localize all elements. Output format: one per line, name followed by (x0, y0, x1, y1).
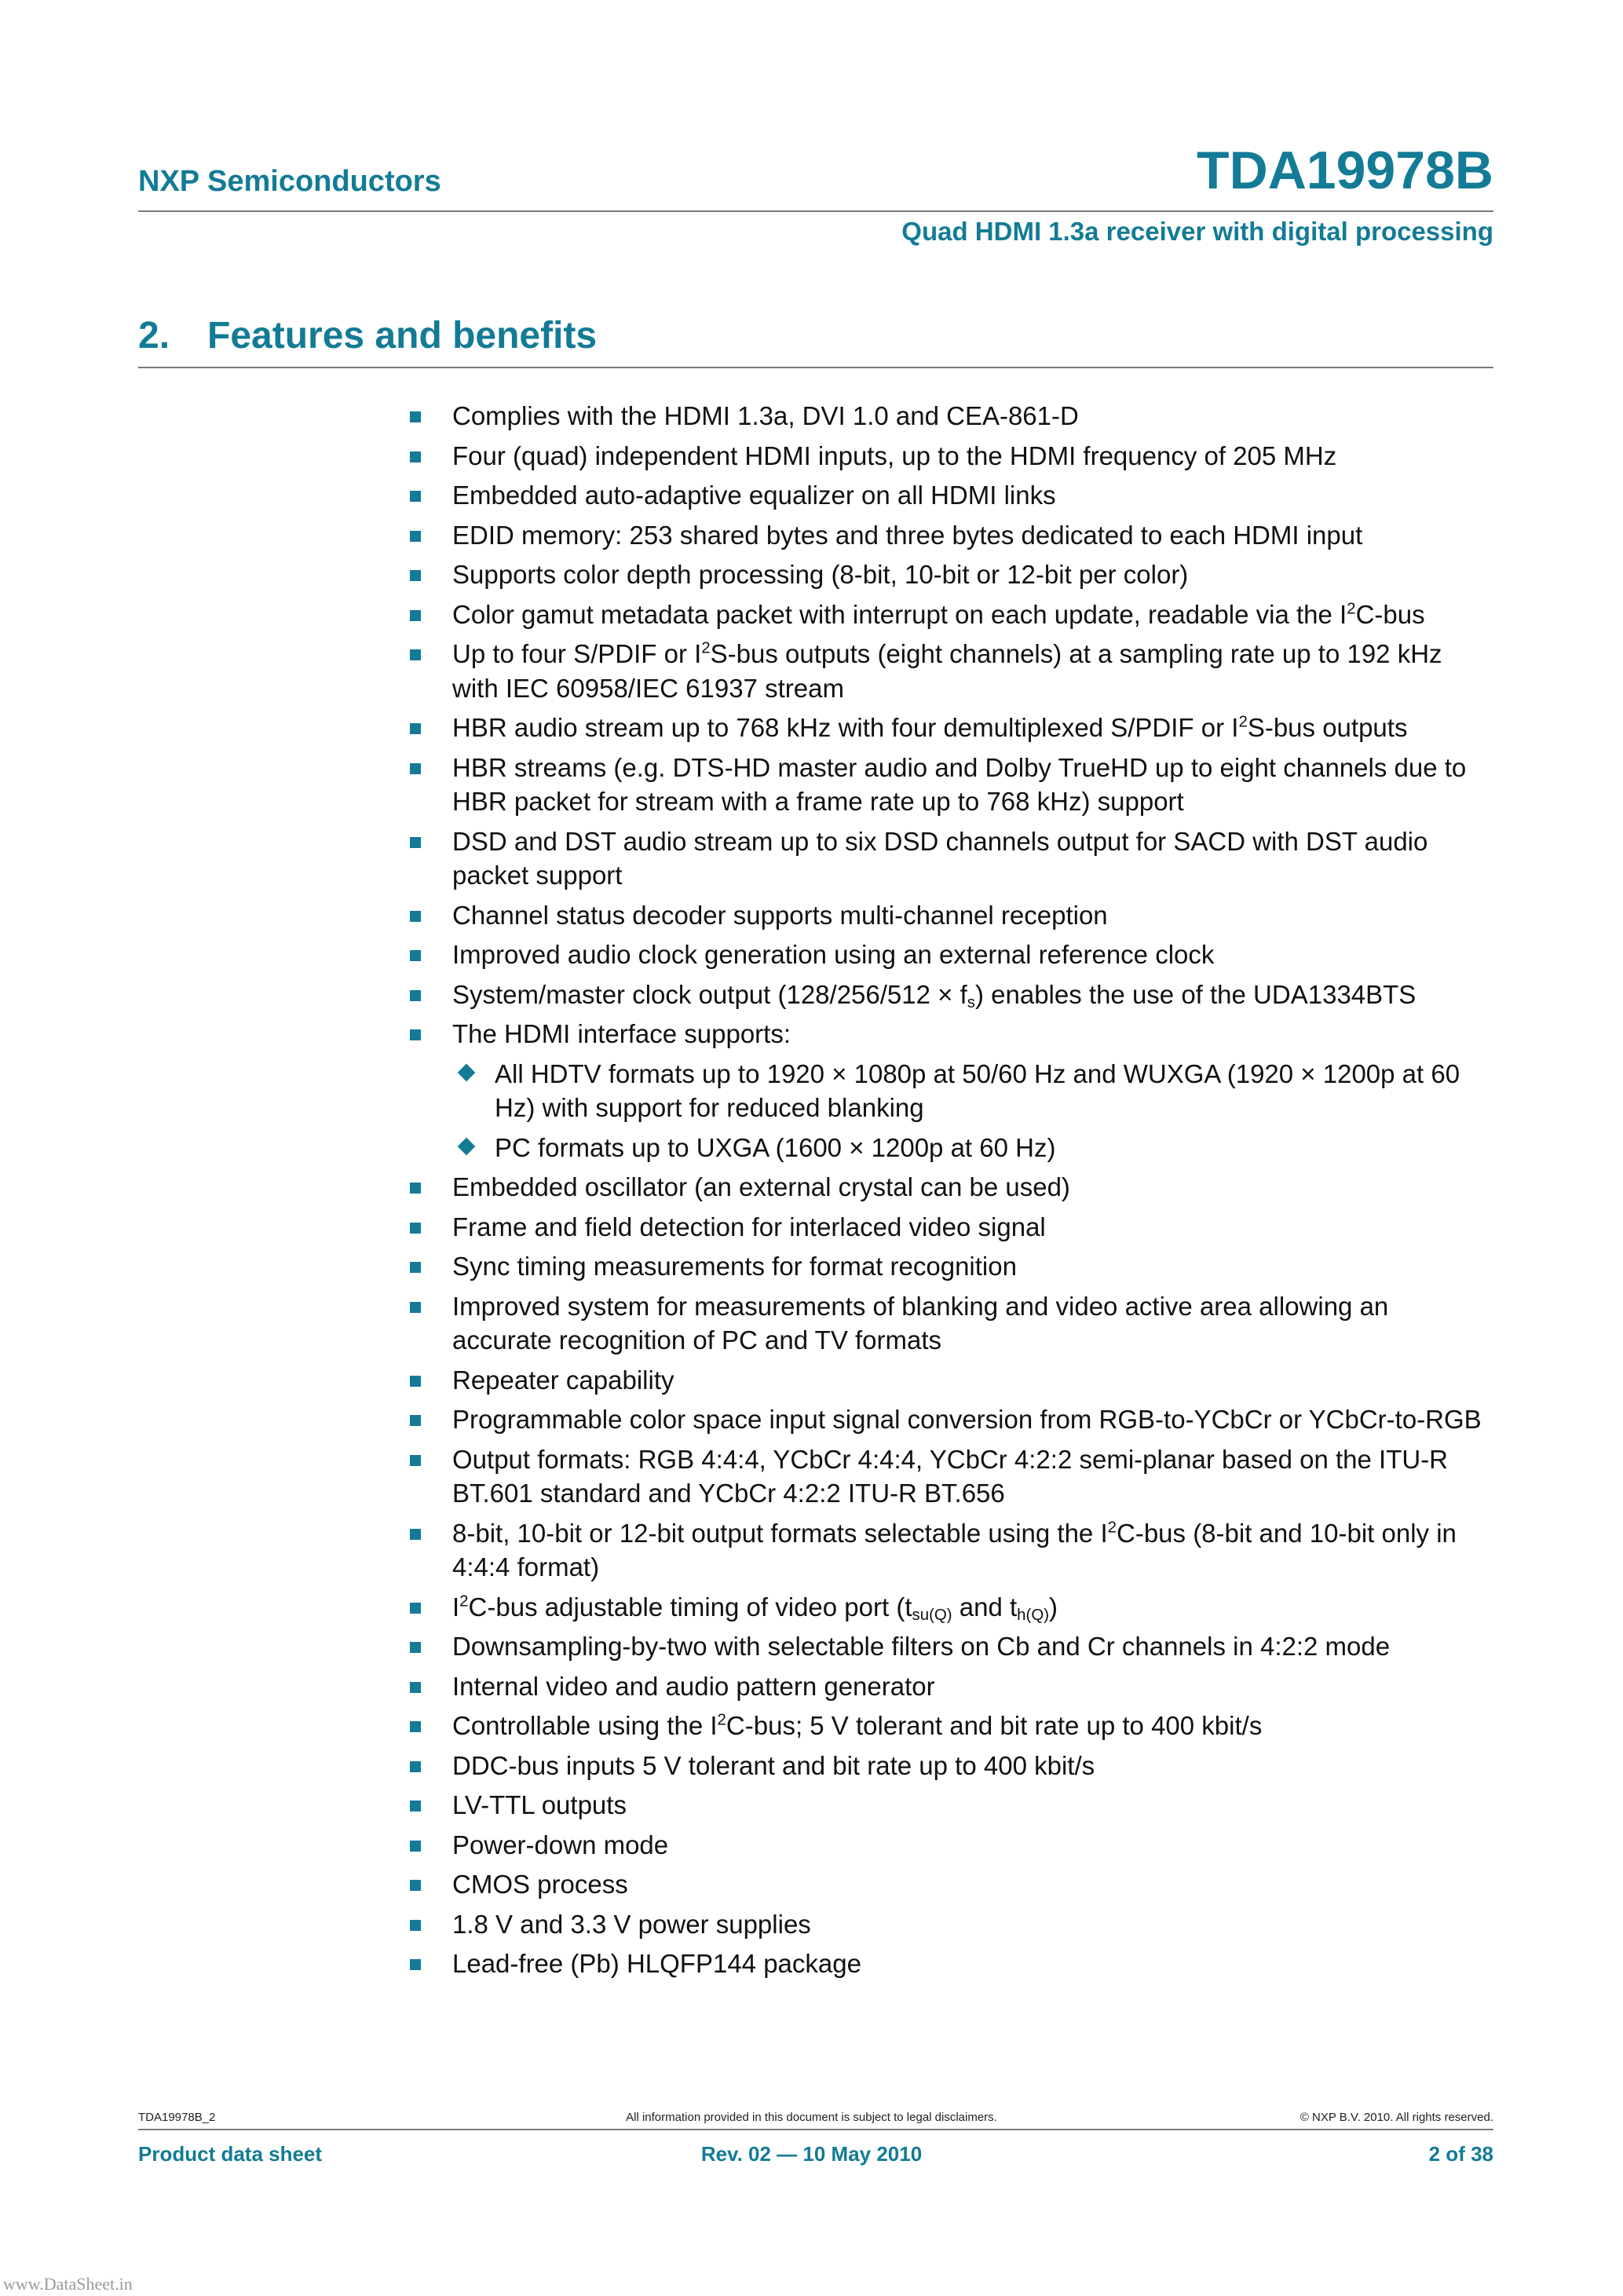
list-item: Embedded oscillator (an external crystal can be used) (410, 1170, 1495, 1205)
section-number: 2. (138, 315, 170, 356)
square-bullet-icon (410, 649, 421, 660)
list-item: EDID memory: 253 shared bytes and three bytes dedicated to each HDMI input (410, 518, 1495, 553)
square-bullet-icon (410, 531, 421, 542)
square-bullet-icon (410, 1841, 421, 1852)
square-bullet-icon (410, 1682, 421, 1693)
list-item: Output formats: RGB 4:4:4, YCbCr 4:4:4, YCbCr 4:2:2 semi-planar based on the ITU-R BT.601 standard and YCbCr 4:2:2 ITU-R BT.656 (410, 1442, 1495, 1511)
company-name: NXP Semiconductors (138, 165, 441, 198)
square-bullet-icon (410, 950, 421, 961)
square-bullet-icon (410, 1376, 421, 1387)
list-item: Repeater capability (410, 1363, 1495, 1398)
list-item: Four (quad) independent HDMI inputs, up to the HDMI frequency of 205 MHz (410, 439, 1495, 473)
list-item: DSD and DST audio stream up to six DSD channels output for SACD with DST audio packet support (410, 824, 1495, 893)
footer-divider (138, 2129, 1493, 2130)
list-item: Power-down mode (410, 1828, 1495, 1863)
footer-disclaimer: All information provided in this document is subject to legal disclaimers. (626, 2111, 997, 2124)
square-bullet-icon (410, 1959, 421, 1970)
product-subtitle: Quad HDMI 1.3a receiver with digital processing (901, 217, 1493, 246)
square-bullet-icon (410, 1262, 421, 1273)
list-item: System/master clock output $(128/256/512 \times f_s)$ enables the use of the UDA1334BTS (410, 978, 1495, 1012)
list-item: HBR streams (e.g. DTS-HD master audio and Dolby TrueHD up to eight channels due to HBR packet for stream with a frame rate up to 768 kHz) support (410, 751, 1495, 819)
list-item: The HDMI interface supports: All HDTV formats up to 1920 × 1080p at 50/60 Hz and WUXGA (1920 × 1200p at 60 Hz) with support for reduced blanking PC formats up to UXGA (1600 × 1200p at 60 Hz) (410, 1017, 1495, 1164)
list-item: Controllable using the $I^2C$-bus; 5 V tolerant and bit rate up to 400 kbit/s (410, 1709, 1495, 1743)
list-item: DDC-bus inputs 5 V tolerant and bit rate up to 400 kbit/s (410, 1749, 1495, 1783)
section-title-text: Features and benefits (207, 315, 598, 356)
footer-copyright: © NXP B.V. 2010. All rights reserved. (1299, 2111, 1493, 2124)
square-bullet-icon (410, 491, 421, 502)
sub-list-item: PC formats up to UXGA (1600 × 1200p at 60 Hz) (452, 1131, 1495, 1165)
list-item: Supports color depth processing (8-bit, 10-bit or 12-bit per color) (410, 558, 1495, 592)
list-item: Channel status decoder supports multi-channel reception (410, 898, 1495, 933)
list-item: Complies with the HDMI 1.3a, DVI 1.0 and CEA-861-D (410, 399, 1495, 433)
square-bullet-icon (410, 990, 421, 1001)
square-bullet-icon (410, 1029, 421, 1040)
feature-list (410, 399, 1495, 1987)
square-bullet-icon (410, 1455, 421, 1466)
list-item: Downsampling-by-two with selectable filters on Cb and Cr channels in 4:2:2 mode (410, 1629, 1495, 1664)
diamond-bullet-icon (458, 1137, 476, 1155)
header-divider (138, 210, 1493, 212)
footer-doc-type: Product data sheet (138, 2142, 323, 2166)
square-bullet-icon (410, 1880, 421, 1891)
square-bullet-icon (410, 1920, 421, 1931)
section-heading (138, 314, 597, 357)
list-item: Up to four S/PDIF or $I^2S$-bus outputs (eight channels) at a sampling rate up to 192 kHz with IEC 60958/IEC 61937 stream (410, 637, 1495, 705)
square-bullet-icon (410, 1223, 421, 1234)
list-item: Frame and field detection for interlaced video signal (410, 1210, 1495, 1245)
square-bullet-icon (410, 911, 421, 922)
square-bullet-icon (410, 1529, 421, 1540)
list-item: Improved system for measurements of blanking and video active area allowing an accurate recognition of PC and TV formats (410, 1289, 1495, 1358)
list-item: Internal video and audio pattern generator (410, 1669, 1495, 1704)
hdmi-sub-list (452, 1057, 1495, 1165)
list-item: HBR audio stream up to 768 kHz with four demultiplexed S/PDIF or $I^2S$-bus outputs (410, 711, 1495, 745)
watermark-link[interactable]: www.DataSheet.in (3, 2274, 133, 2294)
product-title: TDA19978B (1197, 141, 1493, 200)
square-bullet-icon (410, 411, 421, 422)
square-bullet-icon (410, 837, 421, 848)
footer-doc-id: TDA19978B_2 (138, 2111, 216, 2124)
list-item: Improved audio clock generation using an external reference clock (410, 938, 1495, 972)
square-bullet-icon (410, 1415, 421, 1426)
list-item: Color gamut metadata packet with interrupt on each update, readable via the $I^2C$-bus (410, 598, 1495, 632)
section-divider (138, 367, 1493, 368)
list-item: Lead-free (Pb) HLQFP144 package (410, 1947, 1495, 1981)
square-bullet-icon (410, 1603, 421, 1614)
square-bullet-icon (410, 723, 421, 734)
square-bullet-icon (410, 1761, 421, 1772)
square-bullet-icon (410, 570, 421, 581)
square-bullet-icon (410, 1721, 421, 1732)
square-bullet-icon (410, 452, 421, 462)
square-bullet-icon (410, 1183, 421, 1194)
sub-list-item: All HDTV formats up to 1920 × 1080p at 50/60 Hz and WUXGA (1920 × 1200p at 60 Hz) with support for reduced blanking (452, 1057, 1495, 1125)
list-item: $I^2C$-bus adjustable timing of video port ($t_{su(Q)}$ and $t_{h(Q)}$) (410, 1590, 1495, 1625)
square-bullet-icon (410, 1642, 421, 1653)
list-item: Sync timing measurements for format recognition (410, 1249, 1495, 1284)
square-bullet-icon (410, 1801, 421, 1812)
list-item: 1.8 V and 3.3 V power supplies (410, 1907, 1495, 1942)
list-item: Embedded auto-adaptive equalizer on all HDMI links (410, 478, 1495, 513)
square-bullet-icon (410, 1302, 421, 1313)
square-bullet-icon (410, 763, 421, 774)
list-item: Programmable color space input signal conversion from RGB-to-YCbCr or YCbCr-to-RGB (410, 1402, 1495, 1437)
footer-revision: Rev. 02 — 10 May 2010 (700, 2142, 923, 2166)
square-bullet-icon (410, 610, 421, 621)
list-item: CMOS process (410, 1867, 1495, 1902)
footer-page-number: 2 of 38 (1428, 2142, 1493, 2166)
list-item: LV-TTL outputs (410, 1788, 1495, 1823)
diamond-bullet-icon (458, 1063, 476, 1081)
list-item: 8-bit, 10-bit or 12-bit output formats selectable using the $I^2C$-bus (8-bit and 10-bit only in 4:4:4 format) (410, 1516, 1495, 1585)
